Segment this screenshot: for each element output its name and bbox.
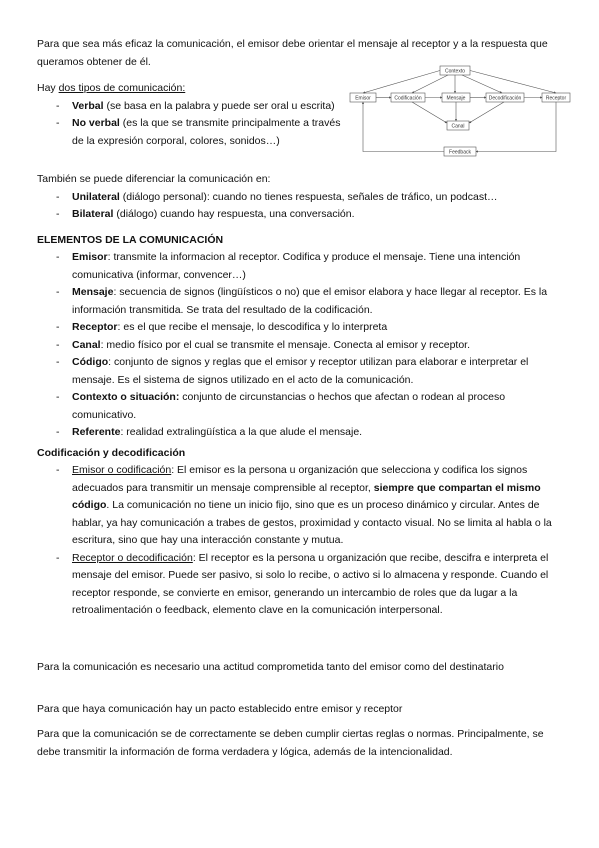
- item-text: : El receptor es la persona u organización que recibe, descifra e interpreta el mensaje del emisor. Puede ser pasivo, si solo lo recibe, o activo si lo almacena y responde. Cuando el receptor responde, se convierte en emisor, generando un intercambio de roles que da lugar a la retroalimentación o feedback, elemento clave en la comunicación interpersonal.: [72, 551, 549, 616]
- item-text: : es el que recibe el mensaje, lo descodifica y lo interpreta: [117, 321, 388, 333]
- item-text: : medio físico por el cual se transmite el mensaje. Conecta al emisor y receptor.: [100, 338, 471, 351]
- codif-section: [37, 445, 565, 620]
- closing-paragraph-1: Para la comunicación es necesario una actitud comprometida tanto del emisor como del destinatario: [37, 661, 504, 673]
- term: Emisor: [72, 251, 108, 263]
- closing-paragraph-3: Para que la comunicación se de correctamente se deben cumplir ciertas reglas o normas. Principalmente, se debe transmitir la información de forma verdadera y lógica, además de la intencionalidad.: [37, 728, 544, 758]
- item-text: : transmite la informacion al receptor. Codifica y produce el mensaje. Tiene una intención comunicativa (informar, convencer…): [72, 251, 521, 281]
- term-verbal: Verbal: [72, 99, 104, 112]
- types-lead: [37, 80, 343, 98]
- list-item: [37, 319, 565, 337]
- item-text: : secuencia de signos (lingüísticos o no) que el emisor elabora y hace llegar al receptor. Es la información transmitida. Se trata del resultado de la codificación.: [72, 286, 548, 316]
- item-text: (se basa en la palabra y puede ser oral u escrita): [103, 99, 335, 112]
- list-item: [37, 189, 565, 207]
- node-mensaje: Mensaje: [446, 95, 466, 102]
- item-text: : realidad extralingüística a la que alude el mensaje.: [120, 426, 363, 438]
- node-receptor: Receptor: [545, 95, 567, 102]
- dash-bullet: -: [56, 356, 60, 368]
- term: Código: [72, 356, 109, 368]
- dash-bullet: -: [56, 99, 60, 112]
- also-list: [37, 189, 565, 224]
- list-item: [37, 249, 565, 284]
- node-decodificacion: Decodificación: [488, 95, 522, 102]
- list-item: [37, 115, 343, 150]
- dash-bullet: -: [56, 251, 60, 263]
- closing-paragraph-2: Para que haya comunicación hay un pacto establecido entre emisor y receptor: [37, 703, 403, 715]
- item-text: conjunto de circunstancias o hechos que afectan o rodean al proceso comunicativo.: [72, 391, 506, 421]
- term: Canal: [72, 338, 101, 351]
- also-lead: También se puede diferenciar la comunicación en:: [37, 173, 271, 185]
- item-text-bold: siempre que compartan el mismo código: [72, 481, 541, 511]
- term: Mensaje: [72, 286, 114, 298]
- term-bilateral: Bilateral: [72, 208, 114, 220]
- term-unilateral: Unilateral: [72, 190, 120, 203]
- list-item: [37, 389, 565, 424]
- item-text: (es la que se transmite principalmente a través de la expresión corporal, colores, sonidos…): [72, 117, 341, 147]
- communication-diagram: [348, 62, 578, 162]
- elements-section: [37, 232, 565, 442]
- item-text: : El emisor es la persona u organización que selecciona y codifica los signos adecuados para transmitir un mensaje comprensible al receptor,: [72, 464, 528, 494]
- list-item: [37, 424, 565, 442]
- item-text: (diálogo personal): cuando no tienes respuesta, señales de tráfico, un podcast…: [119, 190, 498, 203]
- dash-bullet: -: [56, 117, 60, 129]
- also-section: [37, 171, 565, 224]
- term: Receptor: [72, 321, 118, 333]
- types-section: [37, 80, 343, 150]
- term-emisor-codificacion: Emisor o codificación: [72, 464, 172, 476]
- term-no-verbal: No verbal: [72, 117, 120, 129]
- types-lead-underlined: dos tipos de comunicación:: [58, 82, 186, 94]
- dash-bullet: -: [56, 321, 60, 333]
- dash-bullet: -: [56, 426, 60, 438]
- list-item: [37, 354, 565, 389]
- list-item: [37, 337, 565, 355]
- types-lead-pre: Hay: [37, 82, 59, 94]
- list-item: [37, 98, 343, 116]
- item-text: . La comunicación no tiene un inicio fijo, sino que es un proceso dinámico y circular. Antes de hablar, ya hay comunicación a trabes de gestos, proximidad y contacto visual. No se limita al habla o la escritura, sino que hay una interacción constante y mutua.: [72, 499, 552, 546]
- dash-bullet: -: [56, 391, 60, 403]
- dash-bullet: -: [56, 551, 60, 564]
- item-text: (diálogo) cuando hay respuesta, una conversación.: [113, 208, 355, 220]
- node-codificacion: Codificación: [394, 95, 422, 102]
- list-item: [37, 284, 565, 319]
- node-feedback: Feedback: [449, 149, 471, 156]
- dash-bullet: -: [56, 208, 60, 220]
- codif-list: [37, 462, 565, 620]
- dash-bullet: -: [56, 190, 60, 203]
- elements-list: [37, 249, 565, 442]
- types-list: [37, 98, 343, 151]
- elements-heading: ELEMENTOS DE LA COMUNICACIÓN: [37, 234, 224, 246]
- dash-bullet: -: [56, 286, 60, 298]
- term-receptor-decodificacion: Receptor o decodificación: [72, 551, 193, 564]
- item-text: : conjunto de signos y reglas que el emisor y receptor utilizan para elaborar e interpretar el mensaje. Es el sistema de signos utilizado en el acto de la comunicación.: [72, 356, 529, 386]
- intro-paragraph: Para que sea más eficaz la comunicación, el emisor debe orientar el mensaje al receptor y a la respuesta que queramos obtener de él.: [37, 38, 548, 68]
- term: Referente: [72, 426, 121, 438]
- dash-bullet: -: [56, 464, 60, 476]
- dash-bullet: -: [56, 338, 60, 351]
- list-item: [37, 462, 565, 550]
- term: Contexto o situación:: [72, 391, 180, 403]
- list-item: [37, 550, 565, 620]
- codif-heading: Codificación y decodificación: [37, 447, 186, 459]
- node-contexto: Contexto: [444, 68, 466, 75]
- node-emisor: Emisor: [355, 95, 371, 102]
- node-canal: Canal: [451, 123, 465, 130]
- list-item: [37, 206, 565, 224]
